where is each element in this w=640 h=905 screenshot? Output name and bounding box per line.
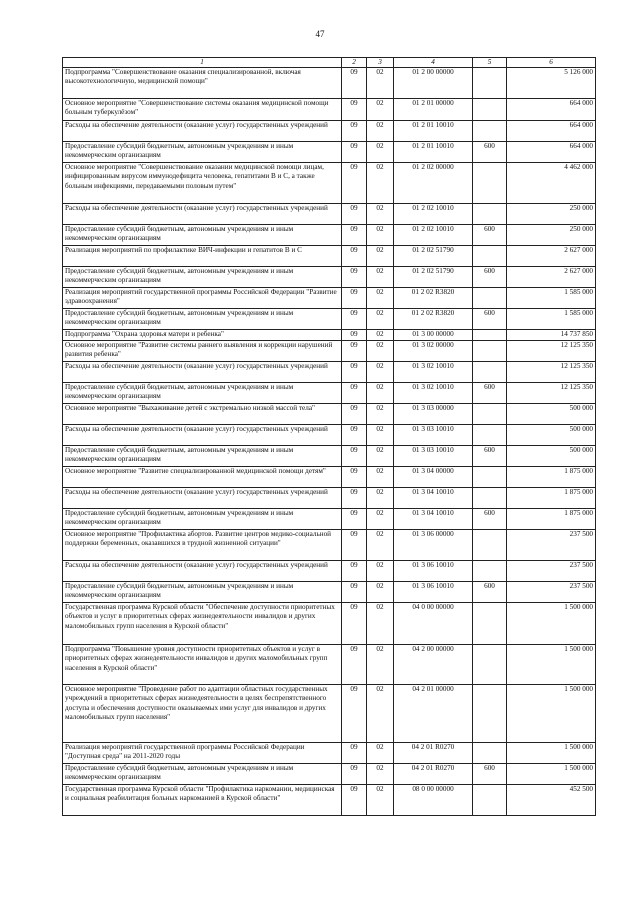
amount-cell: 1 875 000 bbox=[507, 467, 596, 488]
subsection-code-cell: 02 bbox=[367, 743, 394, 764]
expense-type-cell bbox=[473, 341, 507, 362]
table-row bbox=[63, 341, 596, 362]
table-row bbox=[63, 488, 596, 509]
section-code-cell: 09 bbox=[342, 404, 367, 425]
target-article-cell: 01 3 06 10010 bbox=[394, 582, 473, 603]
table-row bbox=[63, 582, 596, 603]
subsection-code-cell: 02 bbox=[367, 446, 394, 467]
table-row bbox=[63, 383, 596, 404]
expense-type-cell: 600 bbox=[473, 142, 507, 163]
expense-type-cell bbox=[473, 467, 507, 488]
table-row bbox=[63, 425, 596, 446]
row-name-cell: Расходы на обеспечение деятельности (оказание услуг) государственных учреждений bbox=[63, 204, 342, 225]
subsection-code-cell: 02 bbox=[367, 246, 394, 267]
target-article-cell: 01 3 04 10010 bbox=[394, 488, 473, 509]
table-row bbox=[63, 764, 596, 785]
section-code-cell: 09 bbox=[342, 362, 367, 383]
table-row bbox=[63, 446, 596, 467]
subsection-code-cell: 02 bbox=[367, 267, 394, 288]
table-header-row bbox=[63, 58, 596, 68]
table-row bbox=[63, 246, 596, 267]
amount-cell: 1 585 000 bbox=[507, 288, 596, 309]
amount-cell: 1 500 000 bbox=[507, 603, 596, 645]
table-row bbox=[63, 288, 596, 309]
table-row bbox=[63, 309, 596, 330]
amount-cell: 500 000 bbox=[507, 404, 596, 425]
subsection-code-cell: 02 bbox=[367, 425, 394, 446]
section-code-cell: 09 bbox=[342, 288, 367, 309]
target-article-cell: 01 3 04 00000 bbox=[394, 467, 473, 488]
expense-type-cell bbox=[473, 603, 507, 645]
section-code-cell: 09 bbox=[342, 530, 367, 561]
expense-type-cell: 600 bbox=[473, 764, 507, 785]
subsection-code-cell: 02 bbox=[367, 764, 394, 785]
section-code-cell: 09 bbox=[342, 225, 367, 246]
amount-cell: 250 000 bbox=[507, 225, 596, 246]
table-row bbox=[63, 645, 596, 685]
expense-type-cell bbox=[473, 488, 507, 509]
header-cell: 5 bbox=[473, 58, 507, 68]
expense-type-cell bbox=[473, 685, 507, 743]
row-name-cell: Основное мероприятие "Совершенствование системы оказания медицинской помощи больным туберкулёзом" bbox=[63, 99, 342, 121]
amount-cell: 14 737 850 bbox=[507, 330, 596, 341]
subsection-code-cell: 02 bbox=[367, 121, 394, 142]
expense-type-cell bbox=[473, 163, 507, 204]
amount-cell: 2 627 000 bbox=[507, 246, 596, 267]
row-name-cell: Основное мероприятие "Профилактика абортов. Развитие центров медико-социальной поддержки беременных, оказавшихся в трудной жизненной ситуации" bbox=[63, 530, 342, 561]
subsection-code-cell: 02 bbox=[367, 685, 394, 743]
subsection-code-cell: 02 bbox=[367, 142, 394, 163]
subsection-code-cell: 02 bbox=[367, 603, 394, 645]
amount-cell: 1 500 000 bbox=[507, 645, 596, 685]
table-row bbox=[63, 785, 596, 816]
target-article-cell: 01 3 04 10010 bbox=[394, 509, 473, 530]
expense-type-cell bbox=[473, 99, 507, 121]
target-article-cell: 01 2 00 00000 bbox=[394, 68, 473, 99]
amount-cell: 2 627 000 bbox=[507, 267, 596, 288]
subsection-code-cell: 02 bbox=[367, 288, 394, 309]
subsection-code-cell: 02 bbox=[367, 785, 394, 816]
amount-cell: 4 462 000 bbox=[507, 163, 596, 204]
section-code-cell: 09 bbox=[342, 467, 367, 488]
amount-cell: 237 500 bbox=[507, 530, 596, 561]
expense-type-cell: 600 bbox=[473, 383, 507, 404]
amount-cell: 1 875 000 bbox=[507, 509, 596, 530]
target-article-cell: 01 2 02 51790 bbox=[394, 267, 473, 288]
table-row bbox=[63, 68, 596, 99]
table-row bbox=[63, 561, 596, 582]
section-code-cell: 09 bbox=[342, 142, 367, 163]
section-code-cell: 09 bbox=[342, 785, 367, 816]
amount-cell: 1 500 000 bbox=[507, 685, 596, 743]
budget-table bbox=[62, 57, 596, 816]
target-article-cell: 01 2 02 51790 bbox=[394, 246, 473, 267]
expense-type-cell: 600 bbox=[473, 267, 507, 288]
section-code-cell: 09 bbox=[342, 68, 367, 99]
expense-type-cell bbox=[473, 121, 507, 142]
expense-type-cell bbox=[473, 362, 507, 383]
target-article-cell: 01 2 02 R3820 bbox=[394, 309, 473, 330]
section-code-cell: 09 bbox=[342, 488, 367, 509]
row-name-cell: Расходы на обеспечение деятельности (оказание услуг) государственных учреждений bbox=[63, 362, 342, 383]
row-name-cell: Предоставление субсидий бюджетным, автономным учреждениям и иным некоммерческим организациям bbox=[63, 383, 342, 404]
row-name-cell: Подпрограмма "Совершенствование оказания специализированной, включая высокотехнологичную, медицинской помощи" bbox=[63, 68, 342, 99]
target-article-cell: 01 3 02 10010 bbox=[394, 362, 473, 383]
row-name-cell: Расходы на обеспечение деятельности (оказание услуг) государственных учреждений bbox=[63, 561, 342, 582]
target-article-cell: 01 3 03 10010 bbox=[394, 446, 473, 467]
header-cell: 3 bbox=[367, 58, 394, 68]
section-code-cell: 09 bbox=[342, 99, 367, 121]
row-name-cell: Реализация мероприятий по профилактике ВИЧ-инфекции и гепатитов В и С bbox=[63, 246, 342, 267]
section-code-cell: 09 bbox=[342, 561, 367, 582]
amount-cell: 237 500 bbox=[507, 561, 596, 582]
expense-type-cell bbox=[473, 204, 507, 225]
table-row bbox=[63, 743, 596, 764]
target-article-cell: 01 2 02 10010 bbox=[394, 204, 473, 225]
section-code-cell: 09 bbox=[342, 163, 367, 204]
row-name-cell: Предоставление субсидий бюджетным, автономным учреждениям и иным некоммерческим организациям bbox=[63, 142, 342, 163]
expense-type-cell bbox=[473, 785, 507, 816]
expense-type-cell bbox=[473, 645, 507, 685]
row-name-cell: Предоставление субсидий бюджетным, автономным учреждениям и иным некоммерческим организациям bbox=[63, 267, 342, 288]
section-code-cell: 09 bbox=[342, 582, 367, 603]
expense-type-cell: 600 bbox=[473, 225, 507, 246]
amount-cell: 1 500 000 bbox=[507, 764, 596, 785]
row-name-cell: Основное мероприятие "Развитие системы раннего выявления и коррекции нарушений развития ребенка" bbox=[63, 341, 342, 362]
target-article-cell: 04 0 00 00000 bbox=[394, 603, 473, 645]
target-article-cell: 04 2 01 R0270 bbox=[394, 764, 473, 785]
table-row bbox=[63, 685, 596, 743]
table-row bbox=[63, 99, 596, 121]
subsection-code-cell: 02 bbox=[367, 68, 394, 99]
amount-cell: 12 125 350 bbox=[507, 383, 596, 404]
target-article-cell: 04 2 01 R0270 bbox=[394, 743, 473, 764]
expense-type-cell bbox=[473, 561, 507, 582]
table-row bbox=[63, 204, 596, 225]
amount-cell: 12 125 350 bbox=[507, 341, 596, 362]
target-article-cell: 01 2 02 10010 bbox=[394, 225, 473, 246]
target-article-cell: 04 2 01 00000 bbox=[394, 685, 473, 743]
expense-type-cell bbox=[473, 288, 507, 309]
section-code-cell: 09 bbox=[342, 341, 367, 362]
row-name-cell: Предоставление субсидий бюджетным, автономным учреждениям и иным некоммерческим организациям bbox=[63, 446, 342, 467]
table-row bbox=[63, 225, 596, 246]
page-number: 47 bbox=[315, 29, 325, 39]
target-article-cell: 01 2 01 00000 bbox=[394, 99, 473, 121]
header-cell: 1 bbox=[63, 58, 342, 68]
subsection-code-cell: 02 bbox=[367, 362, 394, 383]
target-article-cell: 01 2 02 R3820 bbox=[394, 288, 473, 309]
expense-type-cell: 600 bbox=[473, 309, 507, 330]
expense-type-cell: 600 bbox=[473, 582, 507, 603]
row-name-cell: Предоставление субсидий бюджетным, автономным учреждениям и иным некоммерческим организациям bbox=[63, 764, 342, 785]
subsection-code-cell: 02 bbox=[367, 163, 394, 204]
section-code-cell: 09 bbox=[342, 743, 367, 764]
subsection-code-cell: 02 bbox=[367, 404, 394, 425]
target-article-cell: 01 2 02 00000 bbox=[394, 163, 473, 204]
target-article-cell: 01 3 03 10010 bbox=[394, 425, 473, 446]
target-article-cell: 01 2 01 10010 bbox=[394, 121, 473, 142]
amount-cell: 237 500 bbox=[507, 582, 596, 603]
section-code-cell: 09 bbox=[342, 509, 367, 530]
table-row bbox=[63, 163, 596, 204]
section-code-cell: 09 bbox=[342, 309, 367, 330]
subsection-code-cell: 02 bbox=[367, 341, 394, 362]
subsection-code-cell: 02 bbox=[367, 488, 394, 509]
row-name-cell: Предоставление субсидий бюджетным, автономным учреждениям и иным некоммерческим организациям bbox=[63, 225, 342, 246]
target-article-cell: 01 3 02 10010 bbox=[394, 383, 473, 404]
section-code-cell: 09 bbox=[342, 121, 367, 142]
row-name-cell: Основное мероприятие "Проведение работ по адаптации областных государственных учреждений в приоритетных сферах жизнедеятельности в целях беспрепятственного доступа и обеспечения доступности оказываемых ими услуг для инвалидов и других маломобильных групп населения" bbox=[63, 685, 342, 743]
expense-type-cell bbox=[473, 68, 507, 99]
table-row bbox=[63, 509, 596, 530]
subsection-code-cell: 02 bbox=[367, 309, 394, 330]
target-article-cell: 01 2 01 10010 bbox=[394, 142, 473, 163]
table-row bbox=[63, 362, 596, 383]
table-row bbox=[63, 121, 596, 142]
table-row bbox=[63, 142, 596, 163]
row-name-cell: Расходы на обеспечение деятельности (оказание услуг) государственных учреждений bbox=[63, 121, 342, 142]
expense-type-cell bbox=[473, 425, 507, 446]
expense-type-cell bbox=[473, 530, 507, 561]
header-cell: 4 bbox=[394, 58, 473, 68]
amount-cell: 664 000 bbox=[507, 142, 596, 163]
row-name-cell: Расходы на обеспечение деятельности (оказание услуг) государственных учреждений bbox=[63, 425, 342, 446]
table-row bbox=[63, 404, 596, 425]
section-code-cell: 09 bbox=[342, 383, 367, 404]
amount-cell: 5 126 000 bbox=[507, 68, 596, 99]
header-cell: 6 bbox=[507, 58, 596, 68]
section-code-cell: 09 bbox=[342, 330, 367, 341]
amount-cell: 664 000 bbox=[507, 121, 596, 142]
table-row bbox=[63, 603, 596, 645]
row-name-cell: Предоставление субсидий бюджетным, автономным учреждениям и иным некоммерческим организациям bbox=[63, 309, 342, 330]
amount-cell: 452 500 bbox=[507, 785, 596, 816]
subsection-code-cell: 02 bbox=[367, 225, 394, 246]
row-name-cell: Государственная программа Курской области "Обеспечение доступности приоритетных объектов и услуг в приоритетных сферах жизнедеятельности инвалидов и других маломобильных групп населения в Курской области" bbox=[63, 603, 342, 645]
section-code-cell: 09 bbox=[342, 645, 367, 685]
row-name-cell: Реализация мероприятий государственной программы Российской Федерации "Доступная среда" на 2011-2020 годы bbox=[63, 743, 342, 764]
section-code-cell: 09 bbox=[342, 425, 367, 446]
table-row bbox=[63, 530, 596, 561]
amount-cell: 1 585 000 bbox=[507, 309, 596, 330]
table-row bbox=[63, 330, 596, 341]
amount-cell: 1 500 000 bbox=[507, 743, 596, 764]
expense-type-cell: 600 bbox=[473, 509, 507, 530]
section-code-cell: 09 bbox=[342, 446, 367, 467]
expense-type-cell bbox=[473, 246, 507, 267]
target-article-cell: 01 3 02 00000 bbox=[394, 341, 473, 362]
row-name-cell: Основное мероприятие "Развитие специализированной медицинской помощи детям" bbox=[63, 467, 342, 488]
target-article-cell: 01 3 06 10010 bbox=[394, 561, 473, 582]
row-name-cell: Основное мероприятие "Выхаживание детей с экстремально низкой массой тела" bbox=[63, 404, 342, 425]
subsection-code-cell: 02 bbox=[367, 509, 394, 530]
target-article-cell: 08 0 00 00000 bbox=[394, 785, 473, 816]
row-name-cell: Расходы на обеспечение деятельности (оказание услуг) государственных учреждений bbox=[63, 488, 342, 509]
expense-type-cell bbox=[473, 743, 507, 764]
row-name-cell: Основное мероприятие "Совершенствование оказании медицинской помощи лицам, инфицированным вирусом иммунодефицита человека, гепатитами В и С, а также больным инфекциями, передаваемыми половым путем" bbox=[63, 163, 342, 204]
row-name-cell: Реализация мероприятий государственной программы Российской Федерации "Развитие здравоохранения" bbox=[63, 288, 342, 309]
row-name-cell: Подпрограмма "Повышение уровня доступности приоритетных объектов и услуг в приоритетных сферах жизнедеятельности инвалидов и других маломобильных групп населения в Курской области" bbox=[63, 645, 342, 685]
section-code-cell: 09 bbox=[342, 685, 367, 743]
subsection-code-cell: 02 bbox=[367, 204, 394, 225]
section-code-cell: 09 bbox=[342, 764, 367, 785]
section-code-cell: 09 bbox=[342, 204, 367, 225]
expense-type-cell bbox=[473, 330, 507, 341]
subsection-code-cell: 02 bbox=[367, 99, 394, 121]
subsection-code-cell: 02 bbox=[367, 645, 394, 685]
subsection-code-cell: 02 bbox=[367, 383, 394, 404]
amount-cell: 1 875 000 bbox=[507, 488, 596, 509]
subsection-code-cell: 02 bbox=[367, 467, 394, 488]
section-code-cell: 09 bbox=[342, 267, 367, 288]
subsection-code-cell: 02 bbox=[367, 582, 394, 603]
amount-cell: 500 000 bbox=[507, 425, 596, 446]
target-article-cell: 01 3 06 00000 bbox=[394, 530, 473, 561]
target-article-cell: 01 3 03 00000 bbox=[394, 404, 473, 425]
subsection-code-cell: 02 bbox=[367, 330, 394, 341]
row-name-cell: Предоставление субсидий бюджетным, автономным учреждениям и иным некоммерческим организациям bbox=[63, 582, 342, 603]
row-name-cell: Предоставление субсидий бюджетным, автономным учреждениям и иным некоммерческим организациям bbox=[63, 509, 342, 530]
section-code-cell: 09 bbox=[342, 246, 367, 267]
expense-type-cell: 600 bbox=[473, 446, 507, 467]
table-row bbox=[63, 267, 596, 288]
amount-cell: 664 000 bbox=[507, 99, 596, 121]
expense-type-cell bbox=[473, 404, 507, 425]
subsection-code-cell: 02 bbox=[367, 530, 394, 561]
target-article-cell: 04 2 00 00000 bbox=[394, 645, 473, 685]
section-code-cell: 09 bbox=[342, 603, 367, 645]
amount-cell: 500 000 bbox=[507, 446, 596, 467]
amount-cell: 250 000 bbox=[507, 204, 596, 225]
header-cell: 2 bbox=[342, 58, 367, 68]
row-name-cell: Подпрограмма "Охрана здоровья матери и ребенка" bbox=[63, 330, 342, 341]
row-name-cell: Государственная программа Курской области "Профилактика наркомании, медицинская и социальная реабилитация больных наркоманией в Курской области" bbox=[63, 785, 342, 816]
table-row bbox=[63, 467, 596, 488]
target-article-cell: 01 3 00 00000 bbox=[394, 330, 473, 341]
subsection-code-cell: 02 bbox=[367, 561, 394, 582]
amount-cell: 12 125 350 bbox=[507, 362, 596, 383]
